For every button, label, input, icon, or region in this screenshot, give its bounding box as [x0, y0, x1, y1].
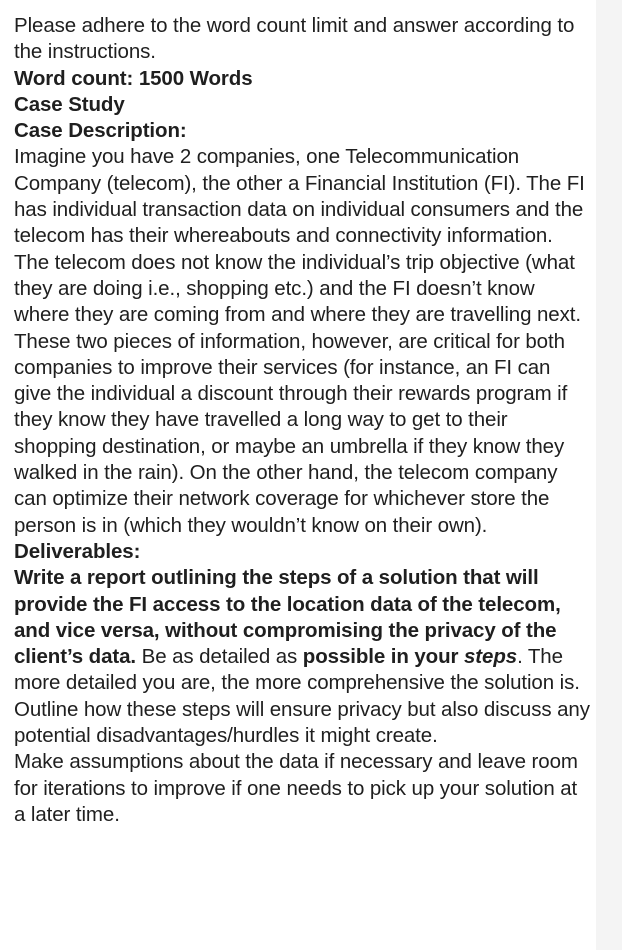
document-content [14, 13, 592, 828]
outline-paragraph: Outline how these steps will ensure privacy but also discuss any potential disadvantages/hurdles it might create. [14, 697, 590, 748]
deliverable-detail-bold: possible in your [302, 645, 464, 669]
deliverable-detail-post: . The more detailed you are, the more comprehensive the solution is. [14, 645, 580, 695]
deliverable-detail-pre: Be as detailed as [136, 645, 303, 669]
deliverable-paragraph [14, 565, 592, 696]
case-description-heading: Case Description: [14, 119, 187, 143]
deliverables-heading: Deliverables: [14, 539, 141, 563]
deliverable-main-bold: Write a report outlining the steps of a solution that will provide the FI access to the location data of the telecom, and vice versa, without compromising the privacy of the client’s data. [14, 566, 561, 669]
page-edge [596, 0, 622, 950]
case-study-heading: Case Study [14, 92, 125, 116]
case-description-body: Imagine you have 2 companies, one Telecommunication Company (telecom), the other a Financial Institution (FI). The FI has individual transaction data on individual consumers and the telecom has their whereabouts and connectivity information. The telecom does not know the individual’s trip objective (what they are doing i.e., shopping etc.) and the FI doesn’t know where they are coming from and where they are travelling next. These two pieces of information, however, are critical for both companies to improve their services (for instance, an FI can give the individual a discount through their rewards program if they know they have travelled a long way to get to their shopping destination, or maybe an umbrella if they know they walked in the rain). On the other hand, the telecom company can optimize their network coverage for whichever store the person is in (which they wouldn’t know on their own). [14, 145, 585, 537]
instructions-text: Please adhere to the word count limit and answer according to the instructions. [14, 14, 575, 64]
deliverable-detail-bold-italic: steps [464, 645, 518, 669]
assumptions-paragraph: Make assumptions about the data if necessary and leave room for iterations to improve if one needs to pick up your solution at a later time. [14, 750, 578, 826]
word-count-label: Word count: 1500 Words [14, 66, 253, 90]
